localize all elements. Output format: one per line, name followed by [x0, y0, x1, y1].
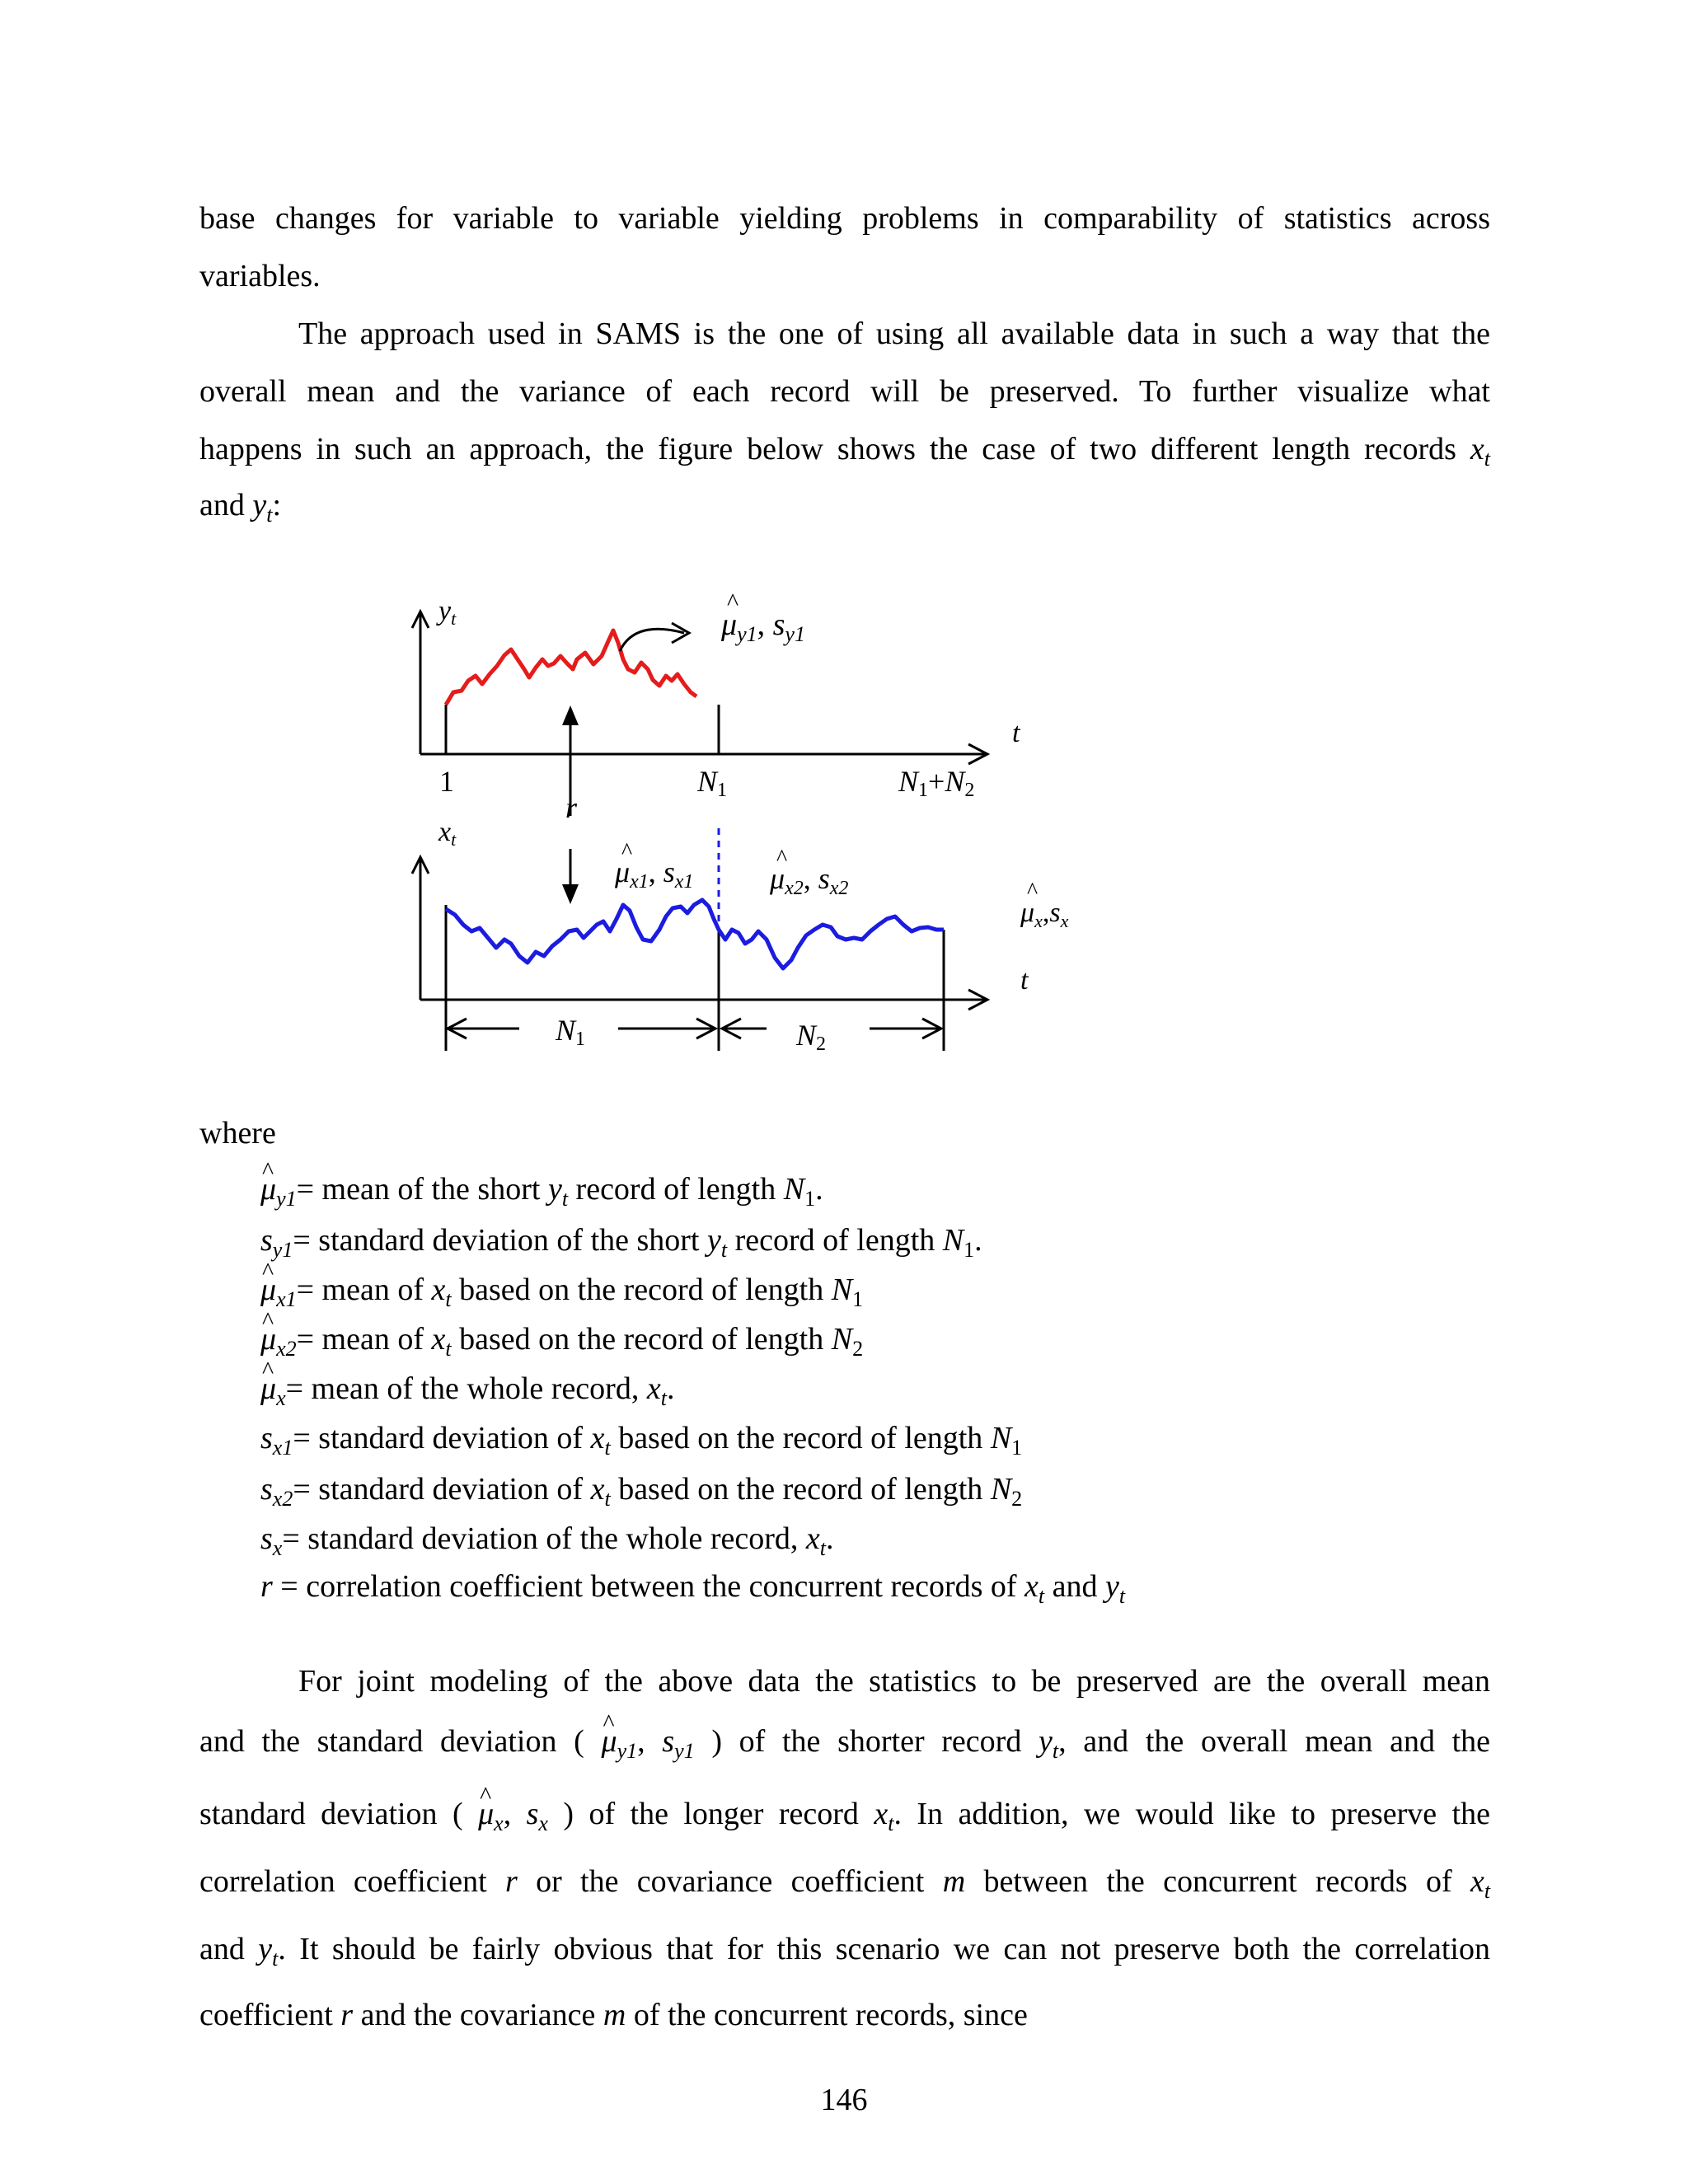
definition-text: = mean of	[296, 1272, 432, 1307]
s: s	[662, 1724, 675, 1759]
length-letter: N	[783, 1172, 805, 1207]
s-sym	[526, 1797, 548, 1835]
symbol-subscript: x1	[272, 1436, 293, 1460]
length-letter: N	[831, 1322, 853, 1357]
variable-subscript: t	[445, 1337, 452, 1361]
symbol-letter: s	[260, 1521, 273, 1556]
text: For joint modeling of the above data the statistics to be preserved are the overall mean	[298, 1664, 1490, 1699]
length-subscript: 1	[964, 1238, 975, 1262]
r-sym: r	[340, 1998, 354, 2032]
text: between the concurrent records of	[983, 1864, 1452, 1899]
definition-text: = standard deviation of the short	[293, 1223, 707, 1258]
text: . In addition, we would like to preserve the	[893, 1797, 1490, 1831]
variable-subscript: t	[720, 1238, 728, 1262]
definition-row	[260, 1520, 834, 1558]
definition-row	[260, 1568, 1126, 1608]
variable-letter: x	[805, 1521, 820, 1556]
definition-length	[942, 1221, 975, 1262]
text: coefficient	[199, 1998, 333, 2032]
variable-letter: x	[431, 1322, 446, 1357]
definition-text: = standard deviation of	[293, 1472, 591, 1507]
period: .	[815, 1172, 823, 1207]
mu: μ	[478, 1797, 495, 1831]
definition-length	[990, 1419, 1023, 1460]
length-subscript: 1	[804, 1187, 816, 1211]
variable-letter: x	[1025, 1569, 1039, 1604]
definition-variable	[647, 1370, 667, 1408]
definition-variable	[547, 1170, 569, 1211]
definition-text: = standard deviation of the whole record,	[282, 1521, 806, 1556]
bottom-axis-label: xt	[438, 817, 457, 850]
variable-letter: y	[707, 1223, 721, 1258]
definition-variable	[590, 1470, 611, 1511]
top-stats-hat: ^	[727, 588, 739, 616]
period: .	[666, 1371, 675, 1406]
var-letter: y	[252, 488, 267, 523]
top-t-label: t	[1012, 718, 1020, 748]
length-subscript: 2	[1011, 1487, 1023, 1511]
variable-letter: y	[547, 1172, 562, 1207]
definition-text: = mean of	[296, 1322, 432, 1357]
span-N1-label: N1	[556, 1014, 586, 1050]
x-series-line	[446, 900, 944, 968]
definition-variable	[707, 1221, 728, 1262]
definition-row	[260, 1470, 1023, 1511]
period: .	[974, 1223, 982, 1258]
variable-subscript: t	[604, 1487, 611, 1511]
variable-subscript: t	[604, 1436, 611, 1460]
mu-x2-text: μx2, sx2	[770, 862, 849, 899]
bottom-t-label: t	[1020, 965, 1029, 996]
symbol-subscript: x	[272, 1536, 283, 1560]
definition-row	[260, 1370, 674, 1408]
text: . It should be fairly obvious that for this scenario we can not preserve both the correlation	[278, 1932, 1490, 1966]
symbol-subscript: x2	[272, 1487, 293, 1511]
definition-text: record of length	[727, 1223, 943, 1258]
text: happens in such an approach, the figure below shows the case of two different length records	[199, 432, 1456, 466]
definition-row	[260, 1320, 864, 1361]
top-axis-label: yt	[438, 596, 457, 629]
mu-x1-hat: ^	[621, 839, 633, 865]
mu-x-text: $\mu_x,s_x$	[1020, 898, 1069, 931]
text: base changes for variable to variable yielding problems in comparability of statistics across	[199, 201, 1490, 236]
comma: ,	[637, 1724, 645, 1759]
text: , and the overall mean and the	[1058, 1724, 1491, 1759]
length-letter: N	[990, 1472, 1012, 1507]
text: overall mean and the variance of each record will be preserved. To further visualize what	[199, 374, 1490, 409]
definition-length	[1105, 1568, 1126, 1608]
definition-text: = standard deviation of	[293, 1421, 591, 1455]
symbol-letter: μ	[260, 1371, 277, 1406]
text: where	[199, 1116, 276, 1151]
definition-length	[831, 1320, 864, 1361]
var: x	[1470, 1864, 1484, 1899]
length-letter: N	[831, 1272, 853, 1307]
symbol-subscript: x1	[276, 1287, 297, 1311]
s: s	[526, 1797, 539, 1831]
subscript: y1	[617, 1739, 638, 1763]
definition-symbol	[260, 1568, 273, 1605]
length-letter: y	[1105, 1569, 1119, 1604]
text: correlation coefficient	[199, 1864, 487, 1899]
symbol-subscript: y1	[272, 1238, 293, 1262]
text: ) of the longer record	[563, 1797, 859, 1831]
definition-variable	[431, 1320, 452, 1361]
top-stats-text: $\mu_{y1}$, $s_{y1}$	[721, 607, 805, 646]
length-subscript: 2	[852, 1337, 864, 1361]
definition-text: record of length	[568, 1172, 784, 1207]
text: The approach used in SAMS is the one of using all available data in such a way that the	[298, 316, 1490, 351]
length-letter: N	[942, 1223, 964, 1258]
tick-N1-label: N1	[697, 765, 728, 801]
symbol-subscript: x	[276, 1386, 286, 1410]
definition-text: based on the record of length	[451, 1322, 832, 1357]
definition-length	[832, 1271, 863, 1309]
mu-x-hat: ^	[1027, 879, 1039, 904]
definition-text: and	[1044, 1569, 1106, 1604]
definition-variable	[590, 1419, 611, 1460]
s-sym	[662, 1724, 695, 1763]
paragraph-3-line-2	[199, 1713, 1490, 1770]
mu-x2-hat: ^	[776, 846, 788, 871]
text: and	[199, 488, 245, 523]
definition-symbol	[260, 1520, 282, 1558]
top-stats-label	[720, 588, 805, 646]
var-x	[874, 1797, 894, 1835]
page-number: 146	[820, 2083, 868, 2117]
definition-text: based on the record of length	[610, 1421, 991, 1455]
var-x	[1470, 1864, 1491, 1903]
subscript: t	[272, 1947, 279, 1971]
symbol-letter: s	[260, 1421, 273, 1455]
definition-symbol	[260, 1170, 297, 1211]
r-up-head	[562, 705, 579, 725]
var-y	[258, 1932, 279, 1971]
mu-x-label	[1020, 879, 1069, 931]
definition-variable	[1025, 1568, 1045, 1608]
definition-row	[260, 1419, 1023, 1460]
mu-hat	[601, 1713, 637, 1770]
symbol-letter: r	[260, 1569, 273, 1604]
definition-row	[260, 1271, 863, 1309]
variable-letter: x	[646, 1371, 661, 1406]
text: and	[199, 1932, 245, 1966]
definition-length	[990, 1470, 1023, 1511]
paragraph-3-line-5	[199, 1920, 1490, 1978]
definition-variable	[806, 1520, 826, 1558]
symbol-subscript: x2	[276, 1337, 297, 1361]
y-series-line	[446, 630, 696, 705]
definition-variable	[432, 1271, 452, 1309]
symbol-letter: μ	[260, 1172, 277, 1207]
mu-x1-label	[614, 839, 693, 893]
m-sym: m	[603, 1998, 626, 2032]
subscript: t	[1052, 1739, 1059, 1763]
variable-letter: x	[590, 1472, 605, 1507]
var-y	[1039, 1724, 1059, 1763]
paragraph-3-line-3	[199, 1785, 1490, 1843]
r-down-head	[562, 884, 579, 904]
mu: μ	[601, 1724, 617, 1759]
var: x	[874, 1797, 889, 1831]
variable-letter: x	[590, 1421, 605, 1455]
variable-subscript: t	[1038, 1584, 1045, 1608]
mu-x1-text: μx1, sx1	[615, 855, 694, 893]
definition-row	[260, 1221, 982, 1262]
definition-text: based on the record of length	[610, 1472, 991, 1507]
subscript: t	[1484, 447, 1491, 471]
variable-subscript: t	[445, 1287, 452, 1311]
paragraph-3-line-4	[199, 1853, 1490, 1910]
length-subscript: 1	[1011, 1436, 1023, 1460]
period: .	[826, 1521, 834, 1556]
variable-subscript: t	[819, 1536, 827, 1560]
symbol-letter: μ	[260, 1272, 277, 1307]
span-N2-label: N2	[796, 1019, 827, 1055]
text: and the covariance	[360, 1998, 596, 2032]
subscript: t	[266, 503, 273, 527]
var: y	[1039, 1724, 1053, 1759]
subscript: t	[1484, 1879, 1491, 1903]
text: and the standard deviation (	[199, 1724, 584, 1759]
variable-subscript: t	[561, 1187, 569, 1211]
definition-symbol	[260, 1470, 293, 1511]
symbol-subscript: y1	[276, 1187, 297, 1211]
span-arrows	[448, 1019, 941, 1038]
subscript: x	[538, 1811, 548, 1835]
symbol-letter: μ	[260, 1322, 277, 1357]
definition-symbol	[260, 1370, 286, 1408]
definition-text: = mean of the short	[296, 1172, 548, 1207]
tick-N1N2-label: N1+N2	[898, 765, 975, 801]
colon: :	[272, 488, 282, 523]
paragraph-3-line-1	[298, 1652, 1490, 1710]
subscript: y1	[674, 1739, 695, 1763]
definition-symbol	[260, 1419, 293, 1460]
m-sym: m	[942, 1864, 966, 1899]
r-sym: r	[504, 1864, 518, 1899]
top-axes	[412, 612, 987, 764]
tick-1-label: 1	[439, 765, 454, 798]
subscript: x	[494, 1811, 504, 1835]
records-figure	[0, 0, 1688, 1088]
text: of the concurrent records, since	[633, 1998, 1028, 2032]
symbol-letter: s	[260, 1223, 273, 1258]
var-letter: x	[1470, 432, 1484, 466]
symbol-letter: s	[260, 1472, 273, 1507]
text: ) of the shorter record	[711, 1724, 1022, 1759]
definition-text: = mean of the whole record,	[285, 1371, 647, 1406]
definition-length	[783, 1170, 816, 1211]
paragraph-3-line-6	[199, 1986, 1028, 2044]
text: or the covariance coefficient	[536, 1864, 925, 1899]
mu-x2-label	[769, 846, 848, 899]
mu-hat	[478, 1785, 504, 1843]
r-label: r	[565, 791, 578, 824]
definition-text: based on the record of length	[451, 1272, 832, 1307]
definition-row	[260, 1170, 823, 1211]
comma: ,	[503, 1797, 512, 1831]
subscript: t	[888, 1811, 894, 1835]
var: y	[258, 1932, 273, 1966]
text: variables.	[199, 259, 321, 293]
text: standard deviation (	[199, 1797, 463, 1831]
length-letter: N	[990, 1421, 1012, 1455]
length-subscript: t	[1118, 1584, 1126, 1608]
variable-subscript: t	[660, 1386, 667, 1410]
length-subscript: 1	[852, 1287, 864, 1311]
variable-letter: x	[431, 1272, 446, 1307]
definition-text: = correlation coefficient between the concurrent records of	[272, 1569, 1025, 1604]
